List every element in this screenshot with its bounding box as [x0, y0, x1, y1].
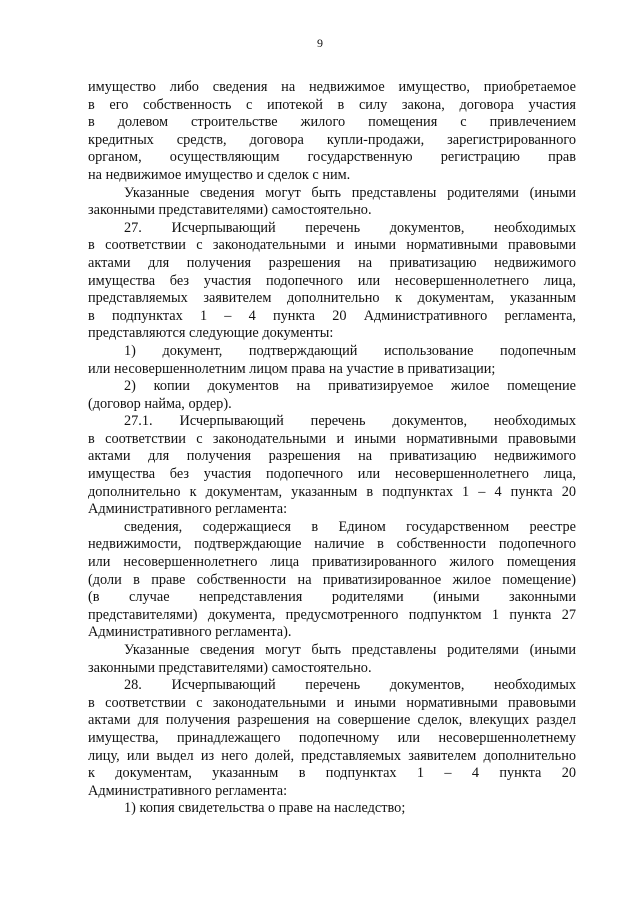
text-line: законными представителями) самостоятельно. [88, 659, 372, 676]
text-line: в подпунктах 1 – 4 пункта 20 Административного регламента, [88, 307, 576, 324]
text-line: органом, осуществляющим государственную регистрацию прав [88, 149, 576, 166]
text-line: (доли в праве собственности на приватизированное жилое помещение) [88, 571, 576, 588]
text-line: 28. Исчерпывающий перечень документов, необходимых [124, 677, 576, 694]
text-line: имущество либо сведения на недвижимое имущество, приобретаемое [88, 79, 576, 95]
text-line: представителями) документа, предусмотренного подпунктом 1 пункта 27 [88, 606, 576, 623]
text-line: на недвижимое имущество и сделок с ним. [88, 166, 351, 183]
text-line: актами для получения разрешения на совершение сделок, влекущих раздел [88, 712, 576, 729]
text-line: (в случае непредставления родителями (иными законными [88, 589, 576, 606]
text-line: представляемых заявителем дополнительно к документам, указанным [88, 290, 576, 307]
text-line: представляются следующие документы: [88, 325, 334, 342]
text-line: 1) документ, подтверждающий использование подопечным [124, 342, 576, 359]
text-line: актами для получения разрешения на приватизацию недвижимого [88, 448, 576, 465]
text-line: 27. Исчерпывающий перечень документов, необходимых [124, 219, 576, 236]
text-line: законными представителями) самостоятельно. [88, 202, 372, 219]
text-line: в соответствии с законодательными и иными нормативными правовыми [88, 430, 576, 447]
text-line: Указанные сведения могут быть представлены родителями (иными [124, 184, 576, 201]
text-line: в его собственность с ипотекой в силу закона, договора участия [88, 96, 576, 113]
text-line: в соответствии с законодательными и иными нормативными правовыми [88, 694, 576, 711]
document-body [88, 79, 576, 818]
text-line: Административного регламента). [88, 624, 292, 641]
text-line: (договор найма, ордер). [88, 395, 232, 412]
text-line: 1) копия свидетельства о праве на наследство; [124, 800, 406, 817]
text-line: или несовершеннолетнего лица приватизированного жилого помещения [88, 554, 576, 571]
text-line: к документам, указанным в подпунктах 1 – 4 пункта 20 [88, 765, 576, 782]
text-line: 2) копии документов на приватизируемое жилое помещение [124, 378, 576, 395]
text-line: имущества без участия подопечного или несовершеннолетнего лица, [88, 272, 576, 289]
text-line: актами для получения разрешения на приватизацию недвижимого [88, 254, 576, 271]
text-line: Административного регламента: [88, 501, 288, 518]
text-line: имущества без участия подопечного или несовершеннолетнего лица, [88, 466, 576, 483]
text-line: недвижимости, подтверждающие наличие в собственности подопечного [88, 536, 576, 553]
text-line: в соответствии с законодательными и иными нормативными правовыми [88, 237, 576, 254]
text-line: 27.1. Исчерпывающий перечень документов, необходимых [124, 413, 576, 430]
text-line: лицу, или выдел из него долей, представляемых заявителем дополнительно [88, 747, 576, 764]
text-line: Административного регламента: [88, 782, 288, 799]
text-line: имущества, принадлежащего подопечному или несовершеннолетнему [88, 729, 576, 746]
text-line: кредитных средств, договора купли-продажи, зарегистрированного [88, 131, 576, 148]
text-line: или несовершеннолетним лицом права на участие в приватизации; [88, 360, 496, 377]
text-line: сведения, содержащиеся в Едином государственном реестре [124, 518, 576, 535]
text-line: дополнительно к документам, указанным в подпунктах 1 – 4 пункта 20 [88, 483, 576, 500]
text-line: Указанные сведения могут быть представлены родителями (иными [124, 642, 576, 658]
page-number: 9 [317, 36, 323, 50]
text-line: в долевом строительстве жилого помещения с привлечением [88, 114, 576, 131]
